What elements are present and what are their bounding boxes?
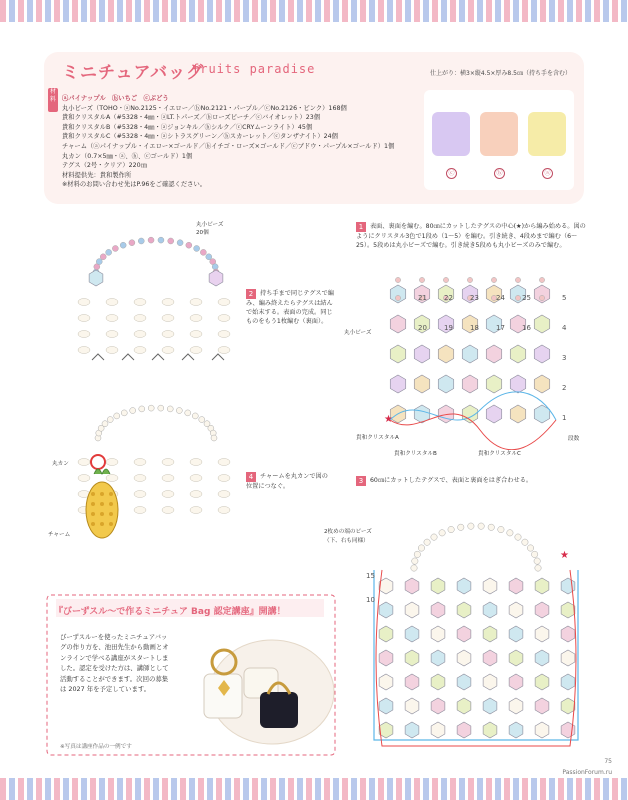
row-index-number: 4 xyxy=(562,324,567,332)
round-bead xyxy=(522,539,528,545)
crystal-bead xyxy=(457,602,471,618)
crystal-bead xyxy=(390,345,405,363)
crystal-bead xyxy=(431,650,445,666)
crystal-bead xyxy=(462,375,477,393)
step-1-text: 表面、裏面を編む。80㎝にカットしたテグスの中心(★)から編み始める。図のようにクリスタル3色で1段め（1〜5）を編む。引き続き、4段めまで編む（6〜25）。5段めは丸小ビーズで編む。引き続き5段めも丸小ビーズのみで編む。 xyxy=(356,223,586,249)
crystal-bead xyxy=(457,674,471,690)
round-bead xyxy=(448,526,454,532)
outline-bead xyxy=(190,507,202,514)
row-index-number: 3 xyxy=(562,354,567,362)
outline-bead xyxy=(106,459,118,466)
crystal-bead xyxy=(457,626,471,642)
crystal-bead xyxy=(431,578,445,594)
round-bead xyxy=(129,240,135,246)
crystal-bead xyxy=(431,626,445,642)
product-photo xyxy=(424,90,574,190)
round-bead xyxy=(168,238,174,244)
crystal-bead xyxy=(483,674,497,690)
bottom-stripe-border xyxy=(0,778,628,800)
outline-bead xyxy=(134,331,146,338)
round-beads-label: 丸小ビーズ xyxy=(344,330,372,336)
round-bead xyxy=(100,254,106,260)
outline-bead xyxy=(78,299,90,306)
row-4-number: 19 xyxy=(444,324,453,332)
join-diagram xyxy=(356,510,596,766)
round-bead xyxy=(468,523,474,529)
outline-bead xyxy=(106,347,118,354)
outline-bead xyxy=(218,315,230,322)
pineapple-dot xyxy=(91,522,95,526)
outline-bead xyxy=(78,475,90,482)
outline-bead xyxy=(106,475,118,482)
crystal-bead xyxy=(405,722,419,738)
crystal-bead xyxy=(509,722,523,738)
round-bead xyxy=(491,277,496,282)
course-photo xyxy=(190,640,330,744)
outline-bead xyxy=(218,491,230,498)
round-bead xyxy=(139,406,145,412)
course-title: 『びーずスル〜で作るミニチュア Bag 認定講座』開講！ xyxy=(54,607,286,617)
round-bead xyxy=(424,539,430,545)
bottom-mark xyxy=(152,354,164,360)
round-bead xyxy=(199,417,205,423)
round-bead xyxy=(177,240,183,246)
crystal-bead xyxy=(561,602,575,618)
step-4-number: 4 xyxy=(246,472,256,482)
crystal-bead xyxy=(390,315,405,333)
crystal-bead xyxy=(535,722,549,738)
pineapple-dot xyxy=(109,492,113,496)
materials-line: チャーム（ⓐパイナップル・イエロー×ゴールド／ⓑイチゴ・ローズ×ゴールド／ⓒブドウ・パープル×ゴールド）1個 xyxy=(62,142,395,150)
outline-bead xyxy=(218,507,230,514)
row-5-number: 22 xyxy=(444,294,453,302)
crystal-bead xyxy=(483,578,497,594)
materials-line: ⓐパイナップル ⓑいちご ⓒぶどう xyxy=(62,95,169,102)
step-2-number: 2 xyxy=(246,289,256,299)
crystal-bead xyxy=(534,315,549,333)
round-bead xyxy=(411,565,417,571)
outline-bead xyxy=(190,459,202,466)
outline-bead xyxy=(190,347,202,354)
crystal-bead xyxy=(561,698,575,714)
row-4-number: 20 xyxy=(418,324,427,332)
outline-bead xyxy=(134,491,146,498)
page-subtitle: fruits paradise xyxy=(192,62,316,76)
step-3-text: 60㎝にカットしたテグスで、表面と裏面をはぎ合わせる。 xyxy=(370,477,533,484)
round-bead xyxy=(185,410,191,416)
course-note: ※写真は講座作品の一例です xyxy=(60,744,132,750)
round-bead xyxy=(186,242,192,248)
step-3 xyxy=(356,476,576,486)
outline-bead xyxy=(190,299,202,306)
jump-ring-label: 丸カン xyxy=(52,461,69,467)
outline-bead xyxy=(218,347,230,354)
round-bead xyxy=(158,405,164,411)
outline-bead xyxy=(134,299,146,306)
outline-bead xyxy=(162,315,174,322)
round-bead xyxy=(431,534,437,540)
crystal-bead xyxy=(510,345,525,363)
outline-bead xyxy=(78,347,90,354)
step-3-number: 3 xyxy=(356,476,366,486)
round-bead xyxy=(212,264,218,270)
crystal-bead xyxy=(438,345,453,363)
crystal-bead xyxy=(379,626,393,642)
outline-bead xyxy=(134,459,146,466)
crystal-bead xyxy=(431,602,445,618)
crystal-bead xyxy=(405,602,419,618)
round-bead xyxy=(121,410,127,416)
pineapple-dot xyxy=(100,492,104,496)
round-bead xyxy=(148,405,154,411)
bottom-mark xyxy=(182,354,194,360)
round-bead xyxy=(539,295,544,300)
badge-a: ⓐ xyxy=(542,168,553,179)
crystal-bead xyxy=(561,674,575,690)
outline-bead xyxy=(162,491,174,498)
round-bead xyxy=(192,413,198,419)
crystal-bead xyxy=(483,698,497,714)
round-bead xyxy=(395,277,400,282)
row-4-number: 17 xyxy=(496,324,505,332)
crystal-bead xyxy=(405,674,419,690)
round-bead xyxy=(458,524,464,530)
outline-bead xyxy=(190,491,202,498)
rows-unit-label: 段数 xyxy=(568,436,580,442)
crystal-bead xyxy=(535,650,549,666)
materials-line: 貴和クリスタルC（#5328・4㎜・ⓐシトラスグリーン／ⓑスカーレット／ⓒタンザナイト）24個 xyxy=(62,133,338,141)
round-bead xyxy=(114,413,120,419)
join-number: 10 xyxy=(366,596,375,604)
materials-list xyxy=(62,94,422,190)
materials-line: 材料提供先：貴和製作所 xyxy=(62,171,132,179)
crystal-bead xyxy=(509,674,523,690)
round-bead xyxy=(539,277,544,282)
crystal-bead xyxy=(509,650,523,666)
round-bead xyxy=(200,249,206,255)
row-index-number: 1 xyxy=(562,414,567,422)
round-bead xyxy=(138,238,144,244)
step-4-text: チャームを丸カンで図の位置につなぐ。 xyxy=(246,473,328,490)
pineapple-dot xyxy=(109,502,113,506)
step-1 xyxy=(356,222,588,250)
crystal-bead xyxy=(483,722,497,738)
materials-line: 貴和クリスタルB（#5328・4㎜・ⓐジョンキル／ⓑシルク／ⓒCRYムーンライト）45個 xyxy=(62,123,313,131)
crystal-bead xyxy=(405,578,419,594)
crystal-bead xyxy=(483,626,497,642)
row-4-number: 16 xyxy=(522,324,531,332)
pineapple-dot xyxy=(100,502,104,506)
round-bead xyxy=(112,245,118,251)
crystal-bead xyxy=(509,602,523,618)
row-5-number: 25 xyxy=(522,294,531,302)
top-stripe-border xyxy=(0,0,628,22)
round-bead xyxy=(418,545,424,551)
round-bead xyxy=(419,277,424,282)
crystal-bead xyxy=(209,270,223,286)
pineapple-leaves xyxy=(94,469,110,474)
crystal-bead xyxy=(405,650,419,666)
round-bead xyxy=(176,408,182,414)
round-beads-20-label: 丸小ビーズ 20個 xyxy=(196,222,224,236)
crystal-bead xyxy=(486,345,501,363)
round-bead xyxy=(167,406,173,412)
round-bead xyxy=(102,421,108,427)
round-bead xyxy=(106,249,112,255)
outline-bead xyxy=(106,331,118,338)
crystal-c-label: 貴和クリスタルC xyxy=(478,451,521,457)
pineapple-dot xyxy=(91,502,95,506)
round-bead xyxy=(515,534,521,540)
crystal-bead xyxy=(561,626,575,642)
crystal-bead xyxy=(431,698,445,714)
outline-bead xyxy=(218,331,230,338)
round-bead xyxy=(488,524,494,530)
round-bead xyxy=(478,523,484,529)
crystal-bead xyxy=(535,698,549,714)
round-bead xyxy=(527,545,533,551)
crystal-bead xyxy=(457,578,471,594)
materials-line: テグス（2号・クリア）220㎝ xyxy=(62,162,147,170)
round-bead xyxy=(443,277,448,282)
materials-line: 貴和クリスタルA（#5328・4㎜・ⓐLT.トパーズ／ⓑローズピーチ／ⓒバイオレット）23個 xyxy=(62,114,321,122)
crystal-bead xyxy=(379,674,393,690)
outline-bead xyxy=(218,299,230,306)
round-bead xyxy=(395,295,400,300)
outline-bead xyxy=(190,331,202,338)
bottom-mark xyxy=(92,354,104,360)
start-star: ★ xyxy=(560,550,569,561)
round-bead xyxy=(412,558,418,564)
outline-bead xyxy=(162,299,174,306)
pineapple-dot xyxy=(109,512,113,516)
outline-bead xyxy=(134,347,146,354)
crystal-bead xyxy=(379,722,393,738)
outline-bead xyxy=(78,315,90,322)
row-5-number: 21 xyxy=(418,294,427,302)
crystal-bead xyxy=(431,722,445,738)
pineapple-dot xyxy=(91,492,95,496)
round-bead xyxy=(515,295,520,300)
crystal-bead xyxy=(390,375,405,393)
bottom-mark xyxy=(122,354,134,360)
step-4 xyxy=(246,472,334,491)
round-bead xyxy=(206,254,212,260)
crystal-bead xyxy=(457,722,471,738)
round-bead xyxy=(498,526,504,532)
crystal-bead xyxy=(509,578,523,594)
crystal-bead xyxy=(535,626,549,642)
round-bead xyxy=(515,277,520,282)
outline-bead xyxy=(162,507,174,514)
crystal-bead xyxy=(462,345,477,363)
bottom-mark xyxy=(212,354,224,360)
round-bead xyxy=(507,530,513,536)
crystal-bead xyxy=(379,602,393,618)
step-1-number: 1 xyxy=(356,222,366,232)
jump-ring xyxy=(91,455,105,469)
crystal-bead xyxy=(535,602,549,618)
outline-bead xyxy=(134,507,146,514)
round-bead xyxy=(120,242,126,248)
crystal-bead xyxy=(510,405,525,423)
crystal-bead xyxy=(486,375,501,393)
pineapple-dot xyxy=(91,512,95,516)
outline-bead xyxy=(134,475,146,482)
round-bead xyxy=(148,237,154,243)
outline-bead xyxy=(190,475,202,482)
crystal-bead xyxy=(414,375,429,393)
page-number: 75 xyxy=(604,758,612,765)
round-bead xyxy=(414,551,420,557)
crystal-bead xyxy=(534,375,549,393)
materials-tag: 材料 xyxy=(48,88,58,112)
crystal-bead xyxy=(509,698,523,714)
row-5-number: 23 xyxy=(470,294,479,302)
crystal-bead xyxy=(457,698,471,714)
round-bead xyxy=(535,565,541,571)
round-bead xyxy=(158,237,164,243)
charm-diagram xyxy=(62,392,250,562)
round-bead xyxy=(211,435,217,441)
outline-bead xyxy=(162,347,174,354)
round-bead xyxy=(194,245,200,251)
outline-bead xyxy=(162,331,174,338)
join-number: 15 xyxy=(366,572,375,580)
outline-bead xyxy=(190,315,202,322)
crystal-bead xyxy=(405,626,419,642)
crystal-bead xyxy=(414,345,429,363)
crystal-bead xyxy=(438,375,453,393)
start-star: ★ xyxy=(384,414,393,425)
outline-bead xyxy=(162,459,174,466)
pineapple-dot xyxy=(100,512,104,516)
round-bead xyxy=(439,530,445,536)
crystal-bead xyxy=(561,650,575,666)
charm-label: チャーム xyxy=(48,532,71,538)
outline-bead xyxy=(162,475,174,482)
badge-b: ⓑ xyxy=(494,168,505,179)
outline-bead xyxy=(106,315,118,322)
crystal-bead xyxy=(431,674,445,690)
grape-bag-image xyxy=(432,112,470,156)
materials-line: 丸カン（0.7×5㎜・ⓐ、ⓑ、ⓒゴールド）1個 xyxy=(62,152,193,160)
round-bead xyxy=(130,408,136,414)
pineapple-charm xyxy=(86,482,118,538)
crystal-bead xyxy=(379,698,393,714)
page-title: ミニチュアバッグ xyxy=(62,63,205,83)
round-bead xyxy=(467,277,472,282)
crystal-bead xyxy=(510,375,525,393)
step-2 xyxy=(246,289,334,326)
round-bead xyxy=(107,417,113,423)
pineapple-bag-image xyxy=(528,112,566,156)
pineapple-dot xyxy=(100,522,104,526)
course-text: びーずスルーを使ったミニチュアバッグの作り方を、池田先生から動画とオンラインで学べる講座がスタートしました。認定を受けた方は、講師として活動することができます。次回の募集は 2027 年を予定しています。 xyxy=(60,633,169,694)
materials-line: ※材料のお問い合わせ先はP.96をご確認ください。 xyxy=(62,181,207,189)
crystal-bead xyxy=(379,650,393,666)
round-bead xyxy=(531,551,537,557)
crystal-b-label: 貴和クリスタルB xyxy=(394,451,437,457)
strawberry-bag-image xyxy=(480,112,518,156)
watermark xyxy=(562,758,612,776)
outline-bead xyxy=(106,299,118,306)
row-index-number: 5 xyxy=(562,294,567,302)
crystal-bead xyxy=(483,602,497,618)
badge-c: ⓒ xyxy=(446,168,457,179)
crystal-bead xyxy=(89,270,103,286)
row-index-number: 2 xyxy=(562,384,567,392)
pineapple-dot xyxy=(109,522,113,526)
crystal-bead xyxy=(534,345,549,363)
round-bead xyxy=(534,558,540,564)
outline-bead xyxy=(78,459,90,466)
outline-bead xyxy=(218,475,230,482)
finished-size: 仕上がり：横3×縦4.5×厚み8.5㎝（持ち手を含む） xyxy=(430,70,571,77)
outline-bead xyxy=(134,315,146,322)
materials-line: 丸小ビーズ（TOHO・ⓐNo.2125・イエロー／ⓑNo.2121・パープル／ⓒNo.2126・ピンク）168個 xyxy=(62,104,347,112)
row-4-number: 18 xyxy=(470,324,479,332)
outline-bead xyxy=(78,331,90,338)
crystal-a-label: 貴和クリスタルA xyxy=(356,435,399,441)
crystal-bead xyxy=(535,578,549,594)
watermark-text: PassionForum.ru xyxy=(562,769,612,776)
crystal-bead xyxy=(405,698,419,714)
crystal-bead xyxy=(535,674,549,690)
row-5-number: 24 xyxy=(496,294,505,302)
crystal-bead xyxy=(486,405,501,423)
round-bead xyxy=(96,259,102,265)
outline-bead xyxy=(218,459,230,466)
crystal-bead xyxy=(457,650,471,666)
front-panel-diagram xyxy=(380,270,570,450)
step-2-text: 持ち手まで同じテグスで編み、編み終えたらテグスは結んで始末する。表面の完成。同じものをもう1枚編む（裏面）。 xyxy=(246,290,334,325)
handle-diagram xyxy=(62,220,250,370)
crystal-bead xyxy=(509,626,523,642)
crystal-bead xyxy=(483,650,497,666)
second-edge-label: 2枚めの端のビーズ （下、右も同様） xyxy=(324,529,372,544)
